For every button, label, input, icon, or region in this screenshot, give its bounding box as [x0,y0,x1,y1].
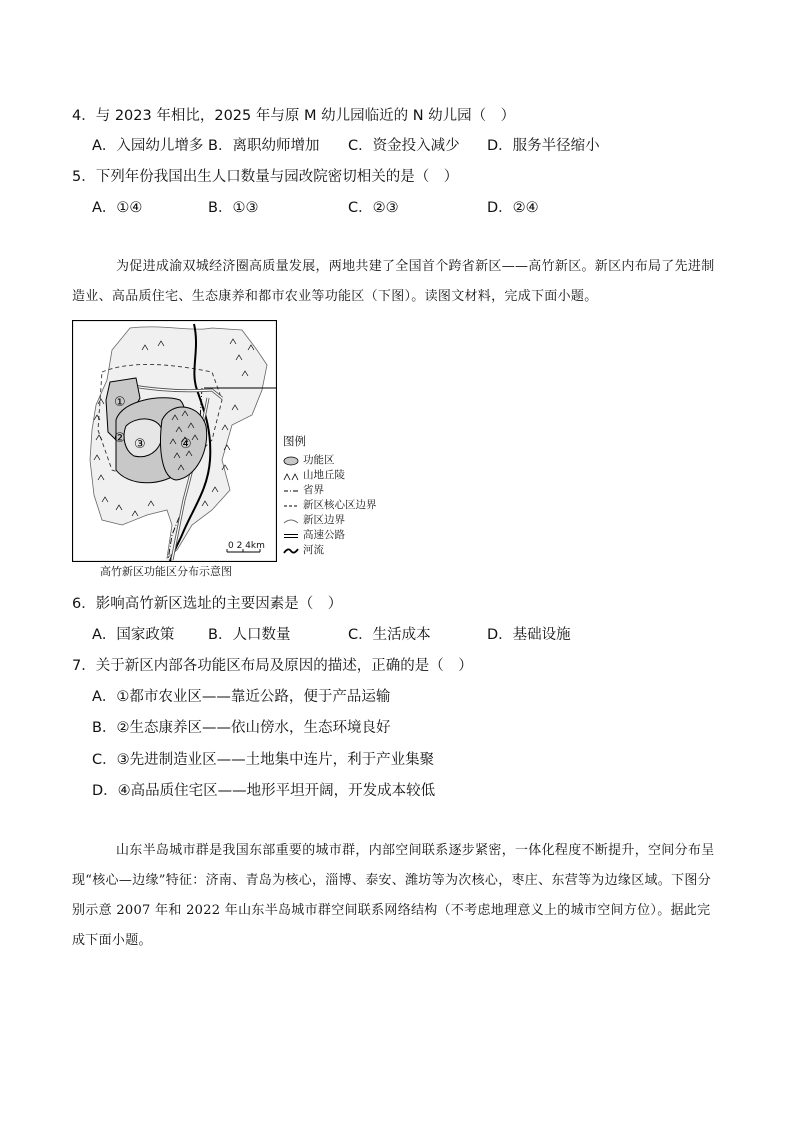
question-7-stem: 7．关于新区内部各功能区布局及原因的描述，正确的是（ ） [72,658,473,674]
legend-title: 图例 [283,434,306,448]
marker-4: ④ [180,437,192,452]
legend-new-district-boundary: 新区边界 [283,513,377,528]
legend-function-zone: 功能区 [283,453,377,468]
marker-2: ② [114,431,126,446]
q4-option-b[interactable]: B．离职幼师增加 [208,138,320,154]
district-boundary-icon [283,516,299,526]
legend-province-border: 省界 [283,483,377,498]
gaozhu-map [72,320,277,562]
legend-highway: 高速公路 [283,528,377,543]
legend-river: 河流 [283,543,377,558]
passage-shandong: 山东半岛城市群是我国东部重要的城市群，内部空间联系逐步紧密，一体化程度不断提升，空间分布呈现“核心—边缘”特征：济南、青岛为核心，淄博、泰安、潍坊等为次核心，枣庄、东营等为边缘区域。下图分别示意 2007 年和 2022 年山东半岛城市群空间联系网络结构（不考虑地理意义上的城市空间方位）。据此完成下面小题。 [72,843,715,948]
q5-option-b[interactable]: B．①③ [208,200,259,216]
passage-gaozhu: 为促进成渝双城经济圈高质量发展，两地共建了全国首个跨省新区——高竹新区。新区内布局了先进制造业、高品质住宅、生态康养和都市农业等功能区（下图）。读图文材料，完成下面小题。 [72,259,715,304]
function-zone-icon [283,456,299,466]
q4-option-a[interactable]: A．入园幼儿增多 [92,138,204,154]
q6-option-d[interactable]: D．基础设施 [487,627,571,643]
q5-option-a[interactable]: A．①④ [92,200,143,216]
legend-core-boundary: 新区核心区边界 [283,498,377,513]
q5-option-c[interactable]: C．②③ [348,200,399,216]
province-border-icon [283,486,299,496]
map-caption: 高竹新区功能区分布示意图 [100,565,232,578]
marker-3: ③ [134,437,146,452]
q5-option-d[interactable]: D．②④ [487,200,539,216]
q7-option-a[interactable]: A．①都市农业区——靠近公路，便于产品运输 [92,689,391,705]
map-drawing [72,320,277,562]
q6-option-a[interactable]: A．国家政策 [92,627,175,643]
marker-1: ① [114,395,126,410]
q7-option-b[interactable]: B．②生态康养区——依山傍水，生态环境良好 [92,720,391,736]
q6-option-c[interactable]: C．生活成本 [348,627,431,643]
map-legend [283,434,377,558]
core-boundary-icon [283,501,299,511]
question-4-stem: 4．与 2023 年相比，2025 年与原 M 幼儿园临近的 N 幼儿园（ ） [72,108,516,124]
q6-option-b[interactable]: B．人口数量 [208,627,291,643]
legend-mountain: 山地丘陵 [283,468,377,483]
question-5-stem: 5．下列年份我国出生人口数量与园改院密切相关的是（ ） [72,169,459,185]
map-scale: 0 2 4km [228,541,265,551]
river-icon [283,546,299,556]
question-6-stem: 6．影响高竹新区选址的主要因素是（ ） [72,596,343,612]
q7-option-d[interactable]: D．④高品质住宅区——地形平坦开阔，开发成本较低 [92,783,436,799]
q4-option-c[interactable]: C．资金投入减少 [348,138,460,154]
q4-option-d[interactable]: D．服务半径缩小 [487,138,600,154]
highway-icon [283,531,299,541]
mountain-icon [283,471,299,481]
q7-option-c[interactable]: C．③先进制造业区——土地集中连片，利于产业集聚 [92,752,435,768]
